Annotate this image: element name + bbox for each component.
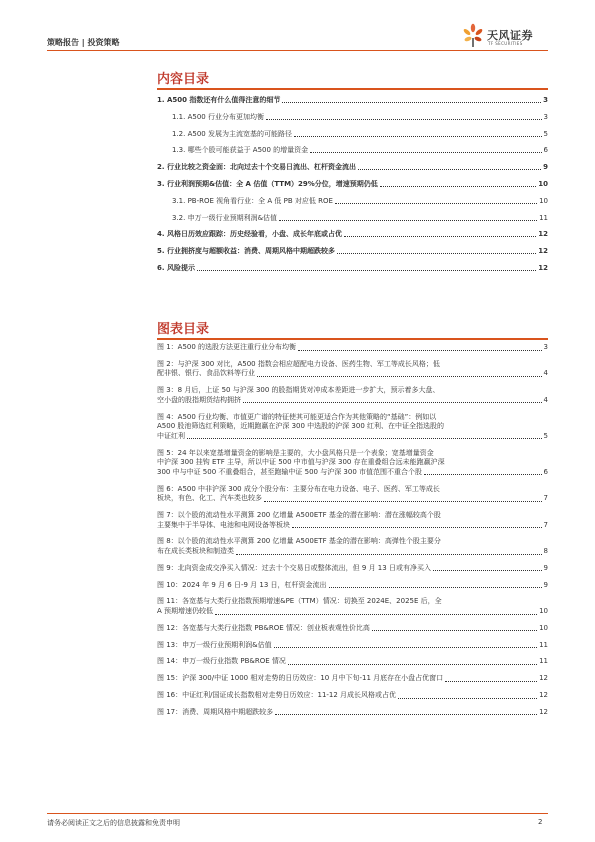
chart-item-page: 9 [543, 580, 548, 589]
toc-item-text: 3. 行业利润预期&估值：全 A 估值（TTM）29%分位，增速预期仍低 [157, 180, 378, 188]
chart-item-text: 布在成长类板块和制造类 [157, 546, 234, 555]
chart-item-line [157, 597, 548, 607]
chart-item-page: 12 [539, 691, 548, 699]
toc-item-text: 3.1. PB-ROE 视角看行业：全 A 低 PB 对应低 ROE [172, 196, 333, 205]
chart-item-line [157, 537, 548, 547]
charts-toc-title: 图表目录 [157, 322, 210, 337]
logo-flower-icon [462, 22, 484, 48]
chart-item-text: 图 4：A500 行业均衡、市值更广谱的特征使其可能更适合作为其他策略的“基础”：例如以 [157, 412, 437, 421]
chart-item-line [157, 468, 548, 478]
leader-dots [398, 698, 537, 699]
chart-item-line [157, 511, 548, 521]
chart-item-text: 图 13：申万一级行业预期利润&估值 [157, 640, 272, 649]
logo-english-name: TF SECURITIES [488, 41, 523, 46]
leader-dots [274, 647, 537, 648]
chart-list-item[interactable] [157, 691, 548, 701]
leader-dots [266, 119, 542, 120]
chart-item-text: 图 9：北向资金成交净买入情况：过去十个交易日或整体流出，但 9 月 13 日或有净买入 [157, 563, 431, 572]
leader-dots [215, 614, 537, 615]
chart-item-line [157, 369, 548, 379]
footer-divider [47, 813, 548, 814]
toc-item-page: 5 [543, 129, 548, 138]
chart-item-page: 7 [543, 494, 548, 503]
toc-item[interactable] [157, 228, 548, 239]
toc-item-text: 1.3. 哪些个股可能获益于 A500 的增量资金 [172, 146, 309, 155]
chart-item-text: 图 17：消费、周期风格中期超跌较多 [157, 707, 274, 716]
chart-item-page: 7 [543, 520, 548, 529]
toc-item-page: 10 [538, 180, 548, 188]
chart-list-item[interactable] [157, 674, 548, 684]
toc-item[interactable] [172, 144, 548, 155]
leader-dots [445, 681, 537, 682]
chart-item-line [157, 581, 548, 591]
chart-list-item[interactable] [157, 564, 548, 574]
leader-dots [187, 438, 542, 439]
chart-item-text: 图 2：与沪深 300 对比，A500 指数会相应超配电力设备、医药生物、军工等成长风格；低 [157, 359, 440, 368]
toc-item[interactable] [157, 94, 548, 105]
chart-list-item[interactable] [157, 360, 548, 379]
chart-item-line [157, 521, 548, 531]
chart-item-page: 9 [543, 563, 548, 572]
chart-item-text: 300 中与中证 500 不重叠组合，甚至跑输中证 500 与沪深 300 市值范围不重合个股 [157, 467, 423, 476]
chart-item-line [157, 343, 548, 353]
chart-item-text: A 预期增速仍较低 [157, 606, 214, 615]
chart-item-text: 中证红利 [157, 431, 185, 440]
footer-disclaimer: 请务必阅读正文之后的信息披露和免责申明 [47, 819, 180, 827]
chart-item-line [157, 624, 548, 634]
chart-item-text: 图 15：沪深 300/中证 1000 相对走势的日历效应：10 月中下旬-11 月底存在小盘占优窗口 [157, 674, 444, 683]
toc-item[interactable] [157, 245, 548, 256]
chart-item-page: 12 [539, 674, 548, 683]
leader-dots [275, 714, 537, 715]
chart-list-item[interactable] [157, 537, 548, 556]
leader-dots [292, 527, 542, 528]
toc-item-page: 12 [538, 230, 548, 239]
leader-dots [337, 253, 536, 254]
chart-list-item[interactable] [157, 657, 548, 667]
toc-item[interactable] [172, 195, 548, 206]
toc-item-text: 5. 行业拥挤度与超额收益：消费、周期风格中期超跌较多 [157, 247, 335, 256]
chart-item-page: 12 [539, 707, 548, 716]
toc-item[interactable] [157, 178, 548, 189]
toc-item[interactable] [157, 161, 548, 172]
company-logo [462, 22, 562, 52]
chart-list-item[interactable] [157, 413, 548, 442]
chart-item-line [157, 458, 548, 468]
chart-list-item[interactable] [157, 597, 548, 616]
chart-item-page: 4 [543, 395, 548, 404]
toc-item-text: 2. 行业比较之资金面：北向过去十个交易日流出、杠杆资金流出 [157, 163, 356, 172]
chart-item-page: 3 [543, 343, 548, 351]
leader-dots [424, 474, 542, 475]
leader-dots [433, 570, 542, 571]
chart-item-page: 4 [543, 369, 548, 378]
chart-list-item[interactable] [157, 581, 548, 591]
chart-list-item[interactable] [157, 641, 548, 651]
chart-item-line [157, 641, 548, 651]
chart-item-line [157, 432, 548, 442]
chart-item-line [157, 396, 548, 406]
toc-item[interactable] [172, 128, 548, 139]
chart-item-line [157, 564, 548, 574]
chart-item-text: 图 11：各宽基与大类行业指数预期增速&PE（TTM）情况：切换至 2024E、2025E 后，全 [157, 597, 442, 606]
toc-item-text: 1. A500 指数还有什么值得注意的细节 [157, 96, 281, 104]
toc-item-text: 6. 风险提示 [157, 264, 195, 272]
leader-dots [243, 402, 542, 403]
chart-item-line [157, 607, 548, 617]
toc-item-text: 1.2. A500 发展为主流宽基的可能路径 [172, 129, 292, 138]
chart-item-text: 中沪深 300 挂钩 ETF 主导，所以中证 500 中市值与沪深 300 存在重叠组合远未能跑赢沪深 [157, 458, 445, 467]
leader-dots [329, 587, 542, 588]
logo-chinese-name: 天风证券 [487, 29, 533, 42]
toc-item[interactable] [172, 111, 548, 122]
chart-item-line [157, 494, 548, 504]
chart-item-text: 主要集中于半导体、电池和电网设备等板块 [157, 520, 290, 529]
toc-item-page: 6 [543, 146, 548, 155]
chart-item-page: 8 [543, 546, 548, 555]
toc-item-text: 3.2. 申万一级行业预期利润&估值 [172, 213, 278, 222]
chart-item-line [157, 413, 548, 423]
leader-dots [197, 270, 536, 271]
leader-dots [294, 136, 542, 137]
leader-dots [310, 152, 541, 153]
chart-item-line [157, 708, 548, 718]
toc-item-page: 3 [543, 112, 548, 121]
charts-title-underline [157, 338, 548, 340]
chart-item-line [157, 547, 548, 557]
report-category: 策略报告 | 投资策略 [47, 38, 120, 47]
toc-item-text: 1.1. A500 行业分布更加均衡 [172, 112, 264, 121]
chart-item-page: 10 [539, 623, 548, 632]
leader-dots [344, 236, 536, 237]
chart-item-text: 图 5：24 年以来宽基增量资金的影响是主要的，大小盘风格只是一个表象；宽基增量资金 [157, 448, 434, 457]
chart-list-item[interactable] [157, 708, 548, 718]
page-number: 2 [538, 818, 543, 826]
chart-item-text: 图 3：8 月后，上证 50 与沪深 300 的股指期货对冲成本差距进一步扩大，预示着多大盘、 [157, 386, 440, 395]
chart-list-item[interactable] [157, 485, 548, 504]
leader-dots [257, 376, 542, 377]
chart-item-text: 图 8：以个股的流动性水平测算 200 亿增量 A500ETF 基金的潜在影响：高弹性个股主要分 [157, 537, 441, 546]
leader-dots [358, 169, 541, 170]
chart-item-text: 空小盘的股指期货结构拥挤 [157, 395, 241, 404]
chart-item-page: 5 [543, 431, 548, 440]
chart-item-text: 图 6：A500 中非沪深 300 成分个股分布：主要分布在电力设备、电子、医药、军工等成长 [157, 484, 440, 493]
leader-dots [298, 350, 541, 351]
toc-item-page: 9 [543, 163, 548, 172]
header-divider [47, 50, 548, 51]
leader-dots [236, 554, 542, 555]
chart-item-line [157, 422, 548, 432]
toc-item[interactable] [172, 212, 548, 223]
chart-list-item[interactable] [157, 343, 548, 353]
toc-item-page: 11 [539, 213, 548, 222]
toc-item-page: 12 [538, 264, 548, 272]
chart-list-item[interactable] [157, 386, 548, 405]
chart-item-text: 图 1：A500 的选股方法更注重行业分布均衡 [157, 343, 297, 351]
leader-dots [372, 630, 537, 631]
chart-item-line [157, 674, 548, 684]
leader-dots [380, 186, 536, 187]
chart-item-page: 6 [543, 467, 548, 476]
chart-list-item[interactable] [157, 624, 548, 634]
chart-item-text: 图 10：2024 年 9 月 6 日-9 月 13 日，杠杆资金流出 [157, 580, 327, 589]
chart-item-line [157, 449, 548, 459]
leader-dots [264, 501, 542, 502]
chart-item-page: 11 [539, 657, 548, 666]
leader-dots [288, 664, 537, 665]
leader-dots [335, 203, 537, 204]
toc-title: 内容目录 [157, 72, 210, 87]
chart-item-text: 图 16：中证红利/国证成长指数相对走势日历效应：11-12 月成长风格或占优 [157, 691, 397, 699]
chart-item-page: 10 [539, 606, 548, 615]
leader-dots [282, 102, 541, 103]
chart-item-line [157, 360, 548, 370]
toc-item-page: 12 [538, 247, 548, 256]
toc-item[interactable] [157, 262, 548, 273]
chart-item-line [157, 657, 548, 667]
chart-item-line [157, 691, 548, 701]
leader-dots [279, 220, 537, 221]
chart-item-text: 图 7：以个股的流动性水平测算 200 亿增量 A500ETF 基金的潜在影响：潜在涨幅较高个股 [157, 511, 441, 519]
toc-title-underline [157, 88, 548, 90]
chart-list-item[interactable] [157, 511, 548, 530]
chart-item-text: 图 12：各宽基与大类行业指数 PB&ROE 情况：创业板表观性价比高 [157, 623, 370, 632]
chart-item-line [157, 386, 548, 396]
toc-item-page: 3 [543, 96, 548, 104]
chart-list-item[interactable] [157, 449, 548, 478]
toc-item-page: 10 [539, 196, 548, 205]
chart-item-text: 板块，有色、化工、汽车类也较多 [157, 494, 262, 503]
chart-item-text: 图 14：申万一级行业指数 PB&ROE 情况 [157, 657, 286, 666]
chart-item-page: 11 [539, 640, 548, 649]
chart-item-text: A500 股池筛选红利策略，近期跑赢在沪深 300 中选股的沪深 300 红利、在中证全指选股的 [157, 422, 444, 431]
chart-item-text: 配非银、银行、食品饮料等行业 [157, 369, 255, 378]
toc-item-text: 4. 风格日历效应跟踪：历史经验看，小盘、成长年底或占优 [157, 230, 342, 239]
chart-item-line [157, 485, 548, 495]
